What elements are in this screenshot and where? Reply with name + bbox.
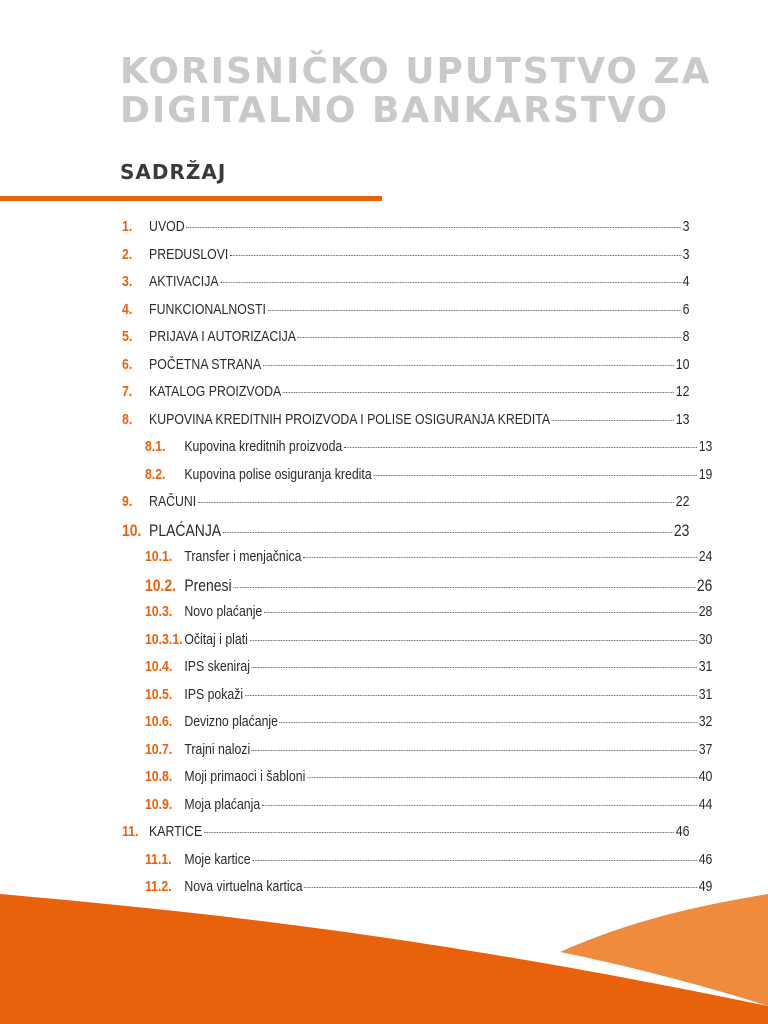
- toc-entry-page: 23: [673, 520, 690, 540]
- title-line-2: DIGITALNO BANKARSTVO: [120, 90, 670, 131]
- toc-entry-number: 8.2.: [144, 465, 166, 483]
- toc-entry[interactable]: [122, 796, 712, 824]
- toc-dot-leader: [198, 502, 674, 503]
- toc-entry-page: 37: [698, 740, 713, 758]
- toc-entry-number: 1.: [122, 218, 133, 235]
- toc-entry[interactable]: [122, 631, 712, 659]
- toc-dot-leader: [373, 475, 697, 476]
- toc-entry-label: Novo plaćanje: [184, 603, 263, 620]
- toc-entry-page: 30: [698, 630, 713, 648]
- toc-dot-leader: [283, 392, 674, 393]
- toc-entry-page: 3: [682, 245, 690, 263]
- toc-entry-page: 19: [698, 465, 713, 483]
- toc-entry-page: 12: [675, 383, 690, 400]
- toc-entry-page: 13: [698, 438, 713, 455]
- toc-entry[interactable]: [122, 576, 712, 604]
- toc-entry-label: POČETNA STRANA: [149, 355, 262, 373]
- toc-entry[interactable]: [122, 658, 712, 686]
- toc-entry-page: 28: [698, 603, 713, 620]
- toc-entry-number: 7.: [122, 383, 133, 400]
- toc-entry-label: Kupovina kreditnih proizvoda: [184, 438, 343, 455]
- toc-entry[interactable]: [122, 741, 712, 769]
- toc-dot-leader: [304, 887, 697, 888]
- toc-entry-number: 10.2.: [144, 575, 176, 595]
- toc-entry-page: 44: [698, 795, 713, 813]
- toc-heading: SADRŽAJ: [120, 160, 227, 184]
- title-line-1: KORISNIČKO UPUTSTVO ZA: [120, 51, 712, 92]
- toc-entry[interactable]: [122, 466, 712, 494]
- toc-entry-number: 10.1.: [144, 548, 173, 565]
- toc-entry[interactable]: [122, 438, 712, 466]
- toc-entry-page: 31: [698, 685, 713, 703]
- toc-entry[interactable]: [122, 603, 712, 631]
- toc-entry-label: KATALOG PROIZVODA: [149, 383, 282, 400]
- toc-entry-label: Moja plaćanja: [184, 795, 261, 813]
- toc-entry-label: Devizno plaćanje: [184, 713, 279, 730]
- toc-entry-label: Moji primaoci i šabloni: [184, 768, 306, 785]
- document-title: [120, 52, 740, 130]
- toc-entry[interactable]: [122, 493, 689, 521]
- toc-entry-number: 4.: [122, 300, 133, 318]
- toc-dot-leader: [250, 640, 698, 641]
- toc-entry-number: 10.3.1.: [144, 630, 183, 648]
- toc-entry-page: 13: [675, 410, 690, 428]
- toc-entry-number: 11.: [122, 823, 139, 840]
- toc-entry[interactable]: [122, 768, 712, 796]
- toc-dot-leader: [303, 557, 697, 558]
- toc-entry-number: 11.1.: [144, 850, 172, 868]
- toc-entry-number: 6.: [122, 355, 133, 373]
- toc-entry-page: 32: [698, 713, 713, 730]
- toc-entry-page: 3: [682, 218, 690, 235]
- toc-entry-page: 46: [698, 850, 713, 868]
- toc-entry-label: IPS skeniraj: [184, 658, 250, 675]
- toc-entry-number: 11.2.: [144, 878, 172, 895]
- toc-entry-page: 22: [675, 493, 690, 510]
- toc-entry[interactable]: [122, 328, 689, 356]
- toc-dot-leader: [280, 722, 697, 723]
- toc-entry-page: 46: [675, 823, 690, 840]
- toc-entry-label: PLAĆANJA: [149, 520, 222, 540]
- toc-entry[interactable]: [122, 218, 689, 246]
- toc-dot-leader: [233, 587, 695, 588]
- toc-entry-number: 10.8.: [144, 768, 173, 785]
- toc-entry-label: UVOD: [149, 218, 185, 235]
- toc-dot-leader: [223, 532, 673, 533]
- toc-entry-label: AKTIVACIJA: [149, 273, 219, 290]
- toc-entry-number: 9.: [122, 493, 133, 510]
- toc-entry[interactable]: [122, 411, 689, 439]
- toc-entry-number: 3.: [122, 273, 133, 290]
- toc-entry[interactable]: [122, 521, 689, 549]
- toc-entry-page: 4: [682, 273, 690, 290]
- toc-dot-leader: [245, 695, 697, 696]
- toc-dot-leader: [264, 612, 697, 613]
- toc-dot-leader: [186, 227, 681, 228]
- toc-entry-page: 8: [682, 328, 690, 345]
- toc-entry-number: 8.1.: [144, 438, 166, 455]
- table-of-contents: [122, 218, 713, 906]
- toc-entry-number: 10.9.: [144, 795, 173, 813]
- toc-entry[interactable]: [122, 548, 712, 576]
- toc-entry-number: 10.: [122, 520, 142, 540]
- toc-dot-leader: [204, 832, 674, 833]
- toc-entry-number: 10.5.: [144, 685, 173, 703]
- toc-entry-page: 6: [682, 300, 690, 318]
- toc-entry-label: PREDUSLOVI: [149, 245, 229, 263]
- toc-entry[interactable]: [122, 246, 689, 274]
- toc-entry-number: 10.6.: [144, 713, 173, 730]
- toc-entry-page: 10: [675, 355, 690, 373]
- toc-dot-leader: [552, 420, 674, 421]
- toc-dot-leader: [344, 447, 697, 448]
- toc-entry[interactable]: [122, 851, 712, 879]
- toc-entry-number: 2.: [122, 245, 133, 263]
- toc-dot-leader: [298, 337, 681, 338]
- toc-entry-label: RAČUNI: [149, 493, 197, 510]
- footer-wave-decoration: [0, 894, 768, 1024]
- toc-entry-label: Transfer i menjačnica: [184, 548, 302, 565]
- toc-entry-label: PRIJAVA I AUTORIZACIJA: [149, 328, 297, 345]
- toc-entry-number: 10.3.: [144, 603, 173, 620]
- toc-entry-page: 49: [698, 878, 713, 895]
- toc-entry-label: Prenesi: [184, 575, 232, 595]
- toc-entry-page: 24: [698, 548, 713, 565]
- toc-entry-label: IPS pokaži: [184, 685, 244, 703]
- toc-entry-label: Moje kartice: [184, 850, 251, 868]
- toc-entry-page: 31: [698, 658, 713, 675]
- toc-entry-number: 8.: [122, 410, 133, 428]
- toc-entry-label: Kupovina polise osiguranja kredita: [184, 465, 372, 483]
- toc-dot-leader: [252, 750, 697, 751]
- toc-dot-leader: [262, 805, 697, 806]
- toc-entry[interactable]: [122, 713, 712, 741]
- toc-dot-leader: [252, 667, 697, 668]
- toc-dot-leader: [220, 282, 681, 283]
- toc-entry-label: FUNKCIONALNOSTI: [149, 300, 266, 318]
- toc-entry-label: Očitaj i plati: [184, 630, 248, 648]
- toc-entry-label: Nova virtuelna kartica: [184, 878, 303, 895]
- toc-entry-number: 10.7.: [144, 740, 173, 758]
- toc-dot-leader: [230, 255, 681, 256]
- toc-entry-number: 10.4.: [144, 658, 173, 675]
- toc-entry[interactable]: [122, 273, 689, 301]
- toc-entry-page: 26: [696, 575, 713, 595]
- toc-entry[interactable]: [122, 686, 712, 714]
- toc-entry[interactable]: [122, 383, 689, 411]
- toc-entry-label: KUPOVINA KREDITNIH PROIZVODA I POLISE OSIGURANJA KREDITA: [149, 410, 551, 428]
- toc-dot-leader: [307, 777, 697, 778]
- toc-entry-number: 5.: [122, 328, 133, 345]
- toc-dot-leader: [263, 365, 674, 366]
- toc-entry[interactable]: [122, 301, 689, 329]
- toc-entry[interactable]: [122, 356, 689, 384]
- toc-entry-page: 40: [698, 768, 713, 785]
- toc-entry-label: KARTICE: [149, 823, 203, 840]
- toc-dot-leader: [268, 310, 681, 311]
- toc-dot-leader: [252, 860, 697, 861]
- toc-entry-label: Trajni nalozi: [184, 740, 251, 758]
- heading-divider: [0, 196, 382, 201]
- toc-entry[interactable]: [122, 823, 689, 851]
